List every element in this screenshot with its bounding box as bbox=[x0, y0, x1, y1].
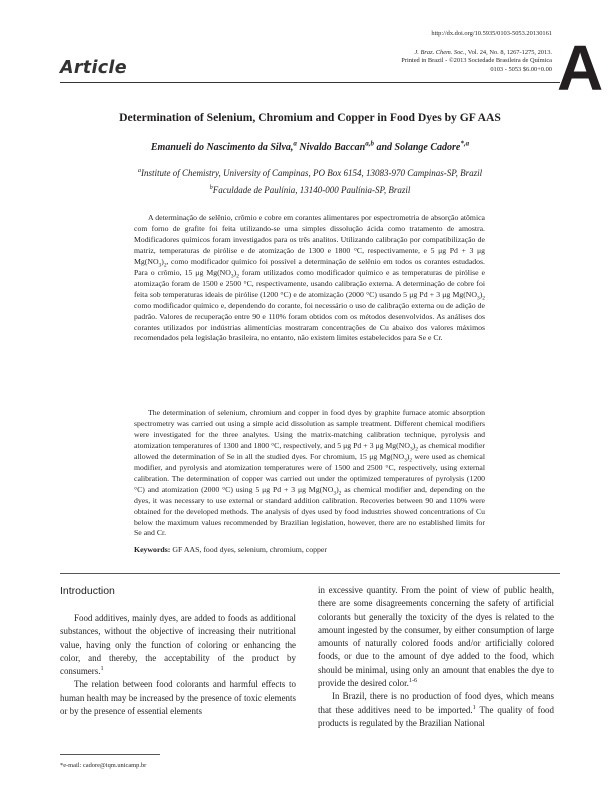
author-1-affil: a bbox=[293, 139, 297, 148]
abstract-english bbox=[134, 408, 485, 539]
abstract-en-text: ) bbox=[336, 484, 339, 494]
subscript: 3 bbox=[158, 262, 162, 269]
abstract-pt-text: como modificador químico e, dependendo do corante, foi necessário o uso de calibração externa ou de adição de padrão. Valores de recuperação entre 90 e 110% foram obtidos com os métodos desenvolvidos. As análises dos corantes utilizados por indústrias alimentícias mostraram concentrações de Cu abaixo dos valores máximos recomendados pela legislação brasileira, no entanto, não existem limites estabelecidos para Se e Cr. bbox=[134, 300, 485, 343]
abstract-pt-text: ) bbox=[161, 256, 164, 266]
intro-text: The quality of food products is regulated by the Brazilian National bbox=[318, 704, 554, 728]
journal-printed: Printed in Brazil - ©2013 Sociedade Brasileira de Química bbox=[401, 57, 552, 65]
subscript: 2 bbox=[415, 446, 418, 453]
intro-text: Food additives, mainly dyes, are added to foods as additional substances, without the objective of increasing their nutritional value, having only the function of coloring or enhancing the color, and thereby, the acceptability of the product by consumers. bbox=[60, 613, 296, 677]
article-label: Article bbox=[60, 58, 127, 78]
corresponding-email[interactable]: *e-mail: cadore@iqm.unicamp.br bbox=[60, 762, 147, 769]
intro-text: in excessive quantity. From the point of view of public health, there are some disagreements concerning the safety of artificial colorants but generally the toxicity of the dyes is related to the amount ingested by the consumer, by either consumption of large amounts of naturally colored foods and/or artificially colored foods, or due to the amount of dye added to the food, which should be minimal, using only an amount that enables the dye to provide the desired color. bbox=[318, 585, 554, 689]
keywords bbox=[134, 545, 485, 554]
abstract-pt-text: ) bbox=[233, 267, 237, 277]
journal-info bbox=[350, 49, 552, 74]
abstract-en-text: were used as chemical modifier, and pyrolysis and atomization temperatures were of 1500 and 2500 °C, respectively, using external calibration. The determination of copper was carried out under the optimized temperatures of pyrolysis (1200 °C) and atomization (2000 °C) using 5 μg Pd + 3 μg Mg(NO bbox=[134, 451, 485, 494]
svg-text:A: A bbox=[557, 32, 604, 104]
subscript: 2 bbox=[482, 295, 485, 302]
body-column-right bbox=[318, 584, 554, 730]
intro-paragraph-2: The relation between food colorants and harmful effects to human health may be increased by the presence of toxic elements or by the presence of essential elements bbox=[60, 679, 296, 717]
citation-ref[interactable]: 1 bbox=[100, 665, 104, 673]
abstract-en-text: ) bbox=[406, 451, 410, 461]
subscript: 2 bbox=[236, 273, 239, 280]
header-rule bbox=[60, 82, 560, 83]
footnote-rule bbox=[60, 754, 160, 755]
abstract-pt-text: foram utilizados como modificador químico e as temperaturas de pirólise e atomização foram de 1500 e 2500 °C, respectivamente, usando calibração externa. A determinação de cobre foi feita sob temperaturas ideais de pirólise (1200 °C) e de atomização (2000 °C) usando 5 μg Pd + 3 μg Mg(NO bbox=[134, 267, 485, 299]
affiliation-a-text: Institute of Chemistry, University of Campinas, PO Box 6154, 13083-970 Campinas-SP, Brazil bbox=[141, 168, 483, 178]
abstract-en-text: ) bbox=[412, 440, 416, 450]
paper-title: Determination of Selenium, Chromium and Copper in Food Dyes by GF AAS bbox=[119, 111, 501, 124]
citation-ref[interactable]: 1-6 bbox=[408, 677, 418, 685]
section-rule bbox=[60, 573, 560, 574]
body-column-left bbox=[60, 612, 296, 718]
keywords-list: GF AAS, food dyes, selenium, chromium, copper bbox=[170, 545, 327, 554]
subscript: 3 bbox=[477, 295, 480, 302]
abstract-pt-text: ) bbox=[479, 289, 483, 299]
journal-volume: , Vol. 24, No. 8, 1267-1275, 2013. bbox=[464, 49, 552, 56]
author-1: Emanueli do Nascimento da Silva, bbox=[150, 142, 294, 153]
author-3-affil: *,a bbox=[460, 139, 470, 148]
affiliation-b bbox=[60, 185, 560, 195]
subscript: 3 bbox=[333, 490, 337, 497]
affiliation-a-mark: a bbox=[137, 167, 142, 174]
intro-paragraph-continued bbox=[318, 584, 554, 690]
subscript: 3 bbox=[409, 446, 413, 453]
abstract-en-text: as chemical modifier and, depending on the dyes, it was necessary to use external or standard addition calibration. Recoveries between 90 and 110% were obtained for the developed methods. The analysis of dyes used by food industries showed concentrations of Cu below the maximum values recommended by Brazilian legislation, however, there are no established limits for Se and Cr. bbox=[134, 484, 485, 538]
author-list bbox=[60, 139, 560, 153]
abstract-pt-paragraph bbox=[134, 213, 485, 344]
intro-paragraph-3 bbox=[318, 690, 554, 730]
affiliation-a bbox=[60, 168, 560, 178]
abstract-en-text: The determination of selenium, chromium and copper in food dyes by graphite furnace atomic absorption spectrometry was carried out using a simple acid dissolution as sample treatment. Different chemical modifiers were investigated for the three analytes. Using the matrix-matching calibration technique, pyrolysis and atomization temperatures of 1300 and 1800 °C, respectively, and 5 μg Pd + 3 μg Mg(NO bbox=[134, 408, 485, 450]
subscript: 3 bbox=[404, 457, 407, 464]
journal-name: J. Braz. Chem. Soc. bbox=[414, 49, 465, 56]
journal-citation bbox=[350, 49, 552, 57]
abstract-en-text: as chemical modifier allowed the determination of Se in all the studied dyes. For chromium, 15 μg Mg(NO bbox=[134, 440, 485, 461]
subscript: 2 bbox=[409, 457, 413, 464]
author-2: Nivaldo Baccan bbox=[296, 142, 366, 153]
abstract-pt-text: A determinação de selênio, crômio e cobre em corantes alimentares por espectrometria de absorção atômica com forno de grafite foi feita utilizando-se uma simples dissolução ácida como tratamento de amostra. Modificadores químicos foram investigados para os três analitos. Utilizando calibração por compatibilização de matriz, temperaturas de pirólise e de atomização de 1300 e 1800 °C, respectivamente, e 5 μg Pd + 3 μg Mg(NO bbox=[134, 213, 485, 266]
affiliation-b-text: Faculdade de Paulínia, 13140-000 Paulínia-SP, Brazil bbox=[212, 185, 411, 195]
intro-paragraph-1 bbox=[60, 612, 296, 678]
affiliation-b-mark: b bbox=[209, 184, 213, 191]
subscript: 3 bbox=[230, 273, 234, 280]
doi-link[interactable]: http://dx.doi.org/10.5935/0103-5053.20130161 bbox=[431, 30, 552, 37]
author-3: and Solange Cadore bbox=[373, 142, 461, 153]
subscript: 2 bbox=[163, 262, 167, 269]
article-letter-logo bbox=[557, 32, 604, 104]
author-2-affil: a,b bbox=[365, 139, 374, 148]
letter-a-glyph bbox=[557, 32, 608, 104]
keywords-label: Keywords: bbox=[134, 545, 171, 554]
section-heading-introduction: Introduction bbox=[60, 585, 115, 597]
abstract-portuguese bbox=[134, 213, 485, 344]
intro-text: In Brazil, there is no production of food dyes, which means that these additives need to be imported. bbox=[318, 691, 554, 715]
subscript: 2 bbox=[338, 490, 342, 497]
journal-issn: 0103 - 5053 $6.00+0.00 bbox=[490, 65, 552, 73]
citation-ref[interactable]: 1 bbox=[472, 703, 476, 711]
abstract-pt-text: , como modificador químico foi possível a determinação de selênio em todos os corantes estudados. Para o crômio, 15 μg Mg(NO bbox=[134, 256, 485, 277]
abstract-en-paragraph bbox=[134, 408, 485, 539]
